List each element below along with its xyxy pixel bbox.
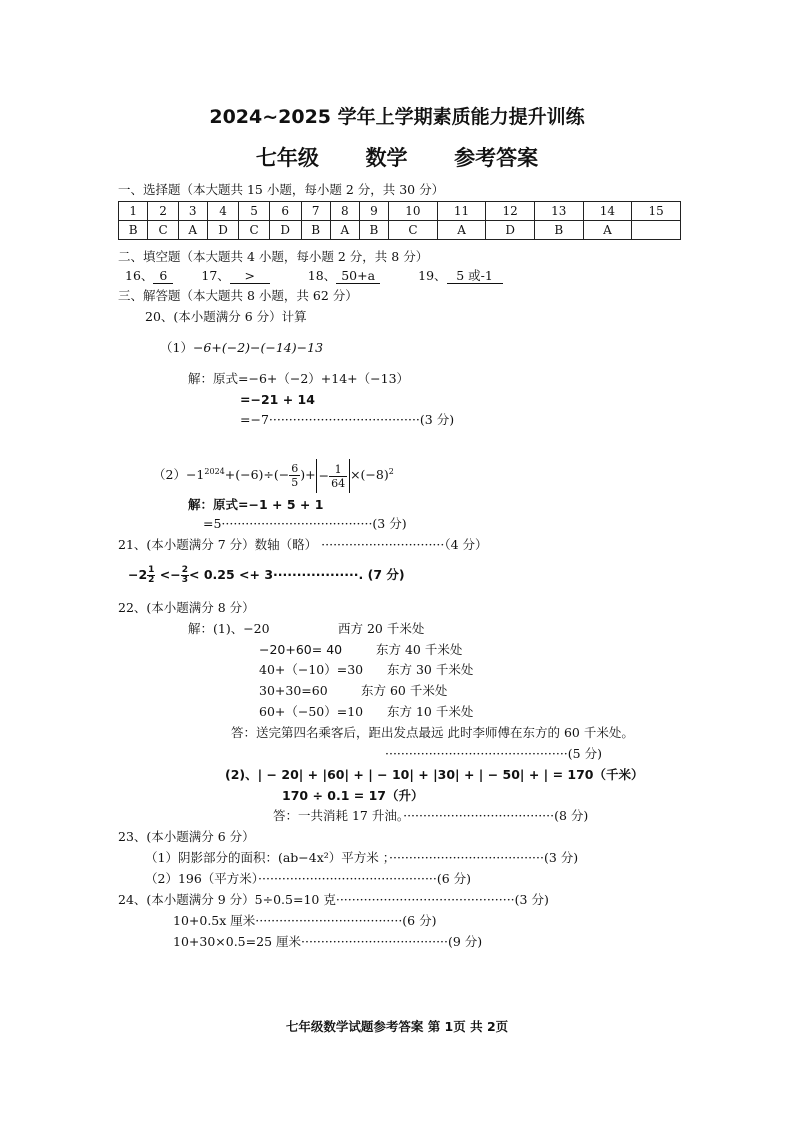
- table-cell: 4: [207, 202, 239, 221]
- q23-line1: （1）阴影部分的面积：(ab−4x²）平方米 ；·······································(3 分): [145, 850, 579, 865]
- page-title: 2024~2025 学年上学期素质能力提升训练: [209, 106, 585, 128]
- table-cell: B: [535, 221, 584, 240]
- table-cell: 15: [632, 202, 681, 221]
- subtitle-kind: 参考答案: [454, 146, 539, 170]
- q22-row: −20+60= 40: [259, 642, 343, 657]
- table-cell: A: [330, 221, 359, 240]
- expr-term: <−: [155, 567, 181, 582]
- table-cell: A: [583, 221, 632, 240]
- blank-answer: 50+a: [336, 269, 380, 284]
- q22-part2-line3: 答：一共消耗 17 升油。······································(8 分): [273, 808, 589, 823]
- expr-term: )+: [300, 467, 316, 483]
- q22-row: 解：(1)、−20: [188, 621, 270, 636]
- table-row: [119, 202, 681, 221]
- q22-row-direction: 西方 20 千米处: [338, 621, 425, 636]
- table-cell: 11: [437, 202, 486, 221]
- section1-heading: 一、选择题（本大题共 15 小题，每小题 2 分，共 30 分）: [118, 182, 445, 197]
- expr-term: −2: [128, 567, 148, 582]
- blank-label: 18、: [307, 268, 337, 283]
- table-cell: 13: [535, 202, 584, 221]
- q24-heading: 24、(本小题满分 9 分）5÷0.5=10 克·············································(3 分): [118, 892, 549, 907]
- table-cell: 2: [148, 202, 178, 221]
- fraction: $\frac{1}{2}$: [148, 565, 155, 585]
- table-cell: C: [389, 221, 438, 240]
- table-cell: A: [437, 221, 486, 240]
- q22-row: 30+30=60: [259, 683, 328, 698]
- choice-answer-table: [118, 201, 681, 240]
- table-cell: A: [178, 221, 207, 240]
- section2-heading: 二、填空题（本大题共 4 小题，每小题 2 分，共 8 分）: [118, 249, 429, 264]
- q24-line1: 10+0.5x 厘米·····································(6 分): [173, 913, 437, 928]
- page-subtitle: [0, 145, 794, 171]
- table-cell: B: [119, 221, 148, 240]
- q23-line2: （2）196（平方米）·············································(6 分): [145, 871, 472, 886]
- blank-answer: >: [230, 269, 270, 284]
- fill-blank-row: [125, 268, 503, 284]
- table-cell: 3: [178, 202, 207, 221]
- table-cell: 8: [330, 202, 359, 221]
- part-label: （2）: [153, 467, 186, 483]
- subtitle-subject: 数学: [365, 146, 408, 170]
- q22-row-direction: 东方 40 千米处: [376, 642, 463, 657]
- table-cell: [632, 221, 681, 240]
- q20-part2-line1: 解：原式=−1 + 5 + 1: [188, 497, 324, 512]
- table-cell: 14: [583, 202, 632, 221]
- expr-term: < 0.25 <+ 3··················. (7 分): [189, 567, 405, 582]
- table-cell: B: [301, 221, 330, 240]
- blank-answer: 6: [153, 269, 173, 284]
- fraction: $\frac{6}{5}$: [291, 462, 299, 490]
- exponent: 2: [388, 467, 394, 476]
- q22-row: 40+（−10）=30: [259, 662, 364, 677]
- q20-part1-line3: =−7······································(3 分): [240, 412, 455, 427]
- q22-heading: 22、(本小题满分 8 分）: [118, 600, 255, 615]
- table-cell: 1: [119, 202, 148, 221]
- q20-part1-line1: 解：原式=−6+（−2）+14+（−13）: [188, 371, 410, 386]
- table-cell: D: [207, 221, 239, 240]
- q20-part1-expression: [160, 340, 323, 356]
- q20-heading: 20、(本小题满分 6 分）计算: [145, 309, 307, 324]
- q22-row-direction: 东方 10 千米处: [387, 704, 474, 719]
- q20-part1-line2: =−21 + 14: [240, 392, 315, 407]
- q20-part2-expression: [153, 455, 394, 493]
- absolute-value: − $\frac{1}{64}$: [316, 459, 350, 493]
- expr-term: −1: [185, 467, 205, 483]
- fraction: $\frac{2}{3}$: [181, 565, 189, 585]
- q20-part2-line2: =5······································(3 分): [203, 516, 407, 531]
- table-cell: 5: [239, 202, 269, 221]
- q21-inequality: [128, 562, 405, 588]
- fraction: $\frac{1}{64}$: [331, 462, 346, 490]
- blank-answer: 5 或-1: [447, 269, 503, 284]
- section3-heading: 三、解答题（本大题共 8 小题，共 62 分）: [118, 288, 358, 303]
- expr-term: +(−6)÷(−: [224, 467, 290, 483]
- subtitle-grade: 七年级: [255, 146, 319, 170]
- table-cell: 10: [389, 202, 438, 221]
- q22-part2-line2: 170 ÷ 0.1 = 17（升）: [282, 788, 424, 803]
- q22-answer1: 答：送完第四名乘客后，距出发点最远 此时李师傅在东方的 60 千米处。: [231, 725, 634, 740]
- q22-row-direction: 东方 30 千米处: [387, 662, 474, 677]
- table-cell: C: [148, 221, 178, 240]
- part-label: （1）: [160, 340, 193, 355]
- table-cell: 6: [269, 202, 301, 221]
- table-cell: 7: [301, 202, 330, 221]
- q22-part2-line1: (2)、| − 20| + |60| + | − 10| + |30| + | − 50| + | = 170（千米）: [225, 767, 644, 782]
- table-cell: B: [359, 221, 388, 240]
- page-footer: 七年级数学试题参考答案 第 1页 共 2页: [285, 1019, 509, 1034]
- table-cell: C: [239, 221, 269, 240]
- q22-row-direction: 东方 60 千米处: [361, 683, 448, 698]
- blank-label: 17、: [201, 268, 230, 283]
- blank-label: 19、: [418, 268, 447, 283]
- expr-term: ×(−8): [350, 467, 389, 483]
- q22-row: 60+（−50）=10: [259, 704, 364, 719]
- table-cell: 9: [359, 202, 388, 221]
- q23-heading: 23、(本小题满分 6 分）: [118, 829, 255, 844]
- exponent: 2024: [204, 467, 225, 476]
- table-cell: D: [486, 221, 535, 240]
- blank-label: 16、: [125, 268, 154, 283]
- q24-line2: 10+30×0.5=25 厘米·····································(9 分): [173, 934, 483, 949]
- table-cell: D: [269, 221, 301, 240]
- q22-score1: ··············································(5 分): [385, 746, 602, 761]
- table-row: [119, 221, 681, 240]
- math-expression: −6+(−2)−(−14)−13: [192, 340, 324, 355]
- q21-heading: 21、(本小题满分 7 分）数轴（略） ·······························（4 分）: [118, 537, 488, 552]
- table-cell: 12: [486, 202, 535, 221]
